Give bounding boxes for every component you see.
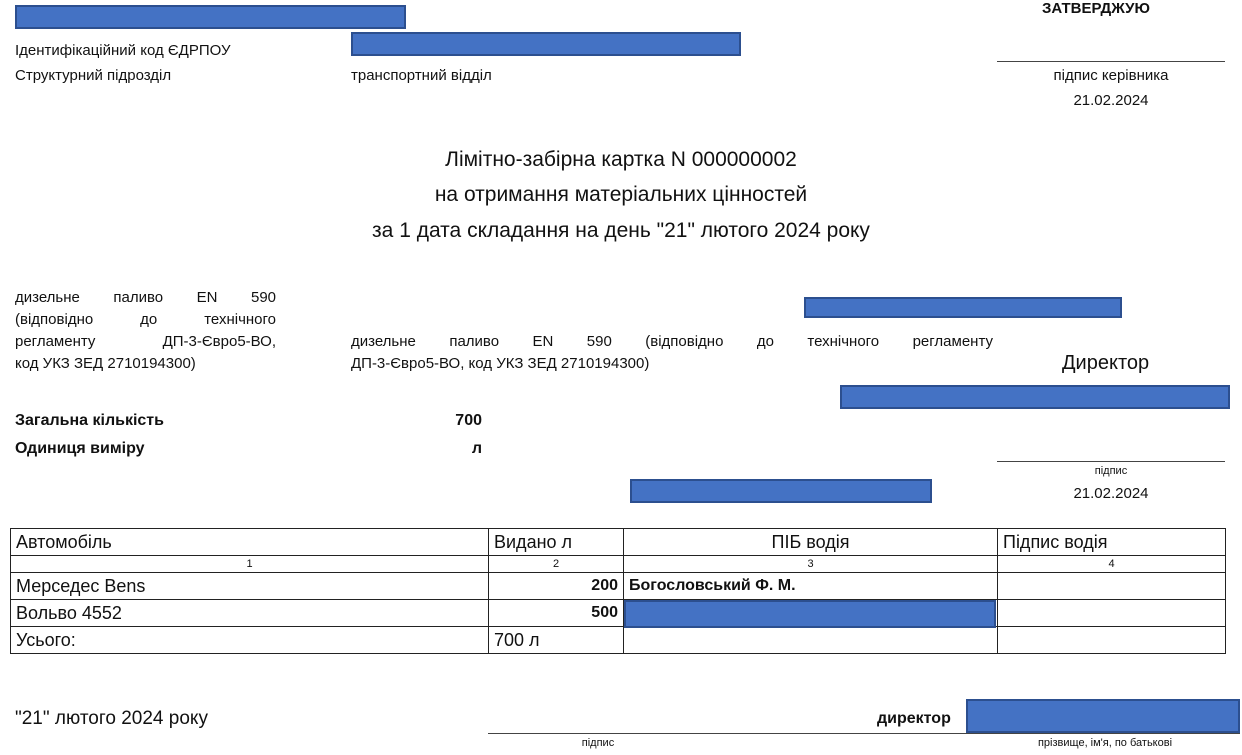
director-signature-line <box>997 461 1225 462</box>
footer-signature-line <box>488 733 966 734</box>
footer-name-line <box>966 733 1240 734</box>
header-driver: ПІБ водія <box>624 529 998 556</box>
row-driver-redacted <box>624 600 998 627</box>
col-number: 4 <box>998 556 1226 573</box>
doc-title-line3: за 1 дата складання на день "21" лютого 2024 року <box>372 219 870 242</box>
row-car: Вольво 4552 <box>11 600 489 627</box>
issue-table <box>10 528 1226 654</box>
director-signature-date: 21.02.2024 <box>1073 485 1149 502</box>
row-signature <box>998 573 1226 600</box>
footer-name-caption: прізвище, ім'я, по батькові <box>1037 737 1173 749</box>
material-mid-line2: ДП-3-Євро5-ВО, код УКЗ ЗЕД 2710194300) <box>351 355 650 372</box>
approve-label: ЗАТВЕРДЖУЮ <box>1042 0 1150 17</box>
redacted-footer-name <box>966 699 1240 733</box>
doc-title-line1: Лімітно-забірна картка N 000000002 <box>445 148 797 171</box>
material-mid-line1: дизельне паливо EN 590 (відповідно до технічного регламенту <box>351 333 993 350</box>
row-car: Мерседес Bens <box>11 573 489 600</box>
doc-title-line2: на отримання матеріальних цінностей <box>434 183 808 206</box>
table-total-row <box>11 627 1226 654</box>
total-quantity-value: 700 <box>455 412 482 429</box>
redacted-director-name <box>840 385 1230 409</box>
footer-position: директор <box>877 710 951 727</box>
total-empty <box>624 627 998 654</box>
material-left-line4: код УКЗ ЗЕД 2710194300) <box>15 355 196 372</box>
unit-value: транспортний відділ <box>351 67 492 84</box>
redacted-driver-name <box>624 600 996 628</box>
footer-signature-caption: підпис <box>581 737 615 749</box>
material-mid-description <box>351 331 993 375</box>
director-signature-caption: підпис <box>1094 465 1128 477</box>
total-label: Усього: <box>11 627 489 654</box>
redacted-edrpou-code <box>351 32 741 56</box>
col-number: 1 <box>11 556 489 573</box>
total-value: 700 л <box>489 627 624 654</box>
material-left-line2: (відповідно до технічного <box>15 311 276 328</box>
row-issued: 200 <box>489 573 624 600</box>
unit-of-measure-value: л <box>471 440 482 457</box>
table-header-row <box>11 529 1226 556</box>
material-left-description <box>15 287 276 375</box>
total-empty <box>998 627 1226 654</box>
row-driver: Богословський Ф. М. <box>624 573 998 600</box>
material-left-line3: регламенту ДП-3-Євро5-ВО, <box>15 333 276 350</box>
col-number: 3 <box>624 556 998 573</box>
redacted-signature-block <box>630 479 932 503</box>
unit-label: Структурний підрозділ <box>15 67 172 84</box>
header-issued: Видано л <box>489 529 624 556</box>
head-signature-line <box>997 61 1225 62</box>
total-quantity-label: Загальна кількість <box>15 412 164 429</box>
redacted-approver <box>804 297 1122 318</box>
col-number: 2 <box>489 556 624 573</box>
head-signature-caption: підпис керівника <box>1053 67 1169 84</box>
footer-date: "21" лютого 2024 року <box>15 708 208 729</box>
edrpou-label: Ідентифікаційний код ЄДРПОУ <box>15 42 231 59</box>
row-issued: 500 <box>489 600 624 627</box>
position-director: Директор <box>1062 352 1150 374</box>
row-signature <box>998 600 1226 627</box>
table-row <box>11 573 1226 600</box>
header-car: Автомобіль <box>11 529 489 556</box>
material-left-line1: дизельне паливо EN 590 <box>15 289 276 306</box>
redacted-organization-name <box>15 5 406 29</box>
table-column-numbers <box>11 556 1226 573</box>
header-driver-signature: Підпис водія <box>998 529 1226 556</box>
table-row <box>11 600 1226 627</box>
head-signature-date: 21.02.2024 <box>1073 92 1149 109</box>
unit-of-measure-label: Одиниця виміру <box>15 440 145 457</box>
